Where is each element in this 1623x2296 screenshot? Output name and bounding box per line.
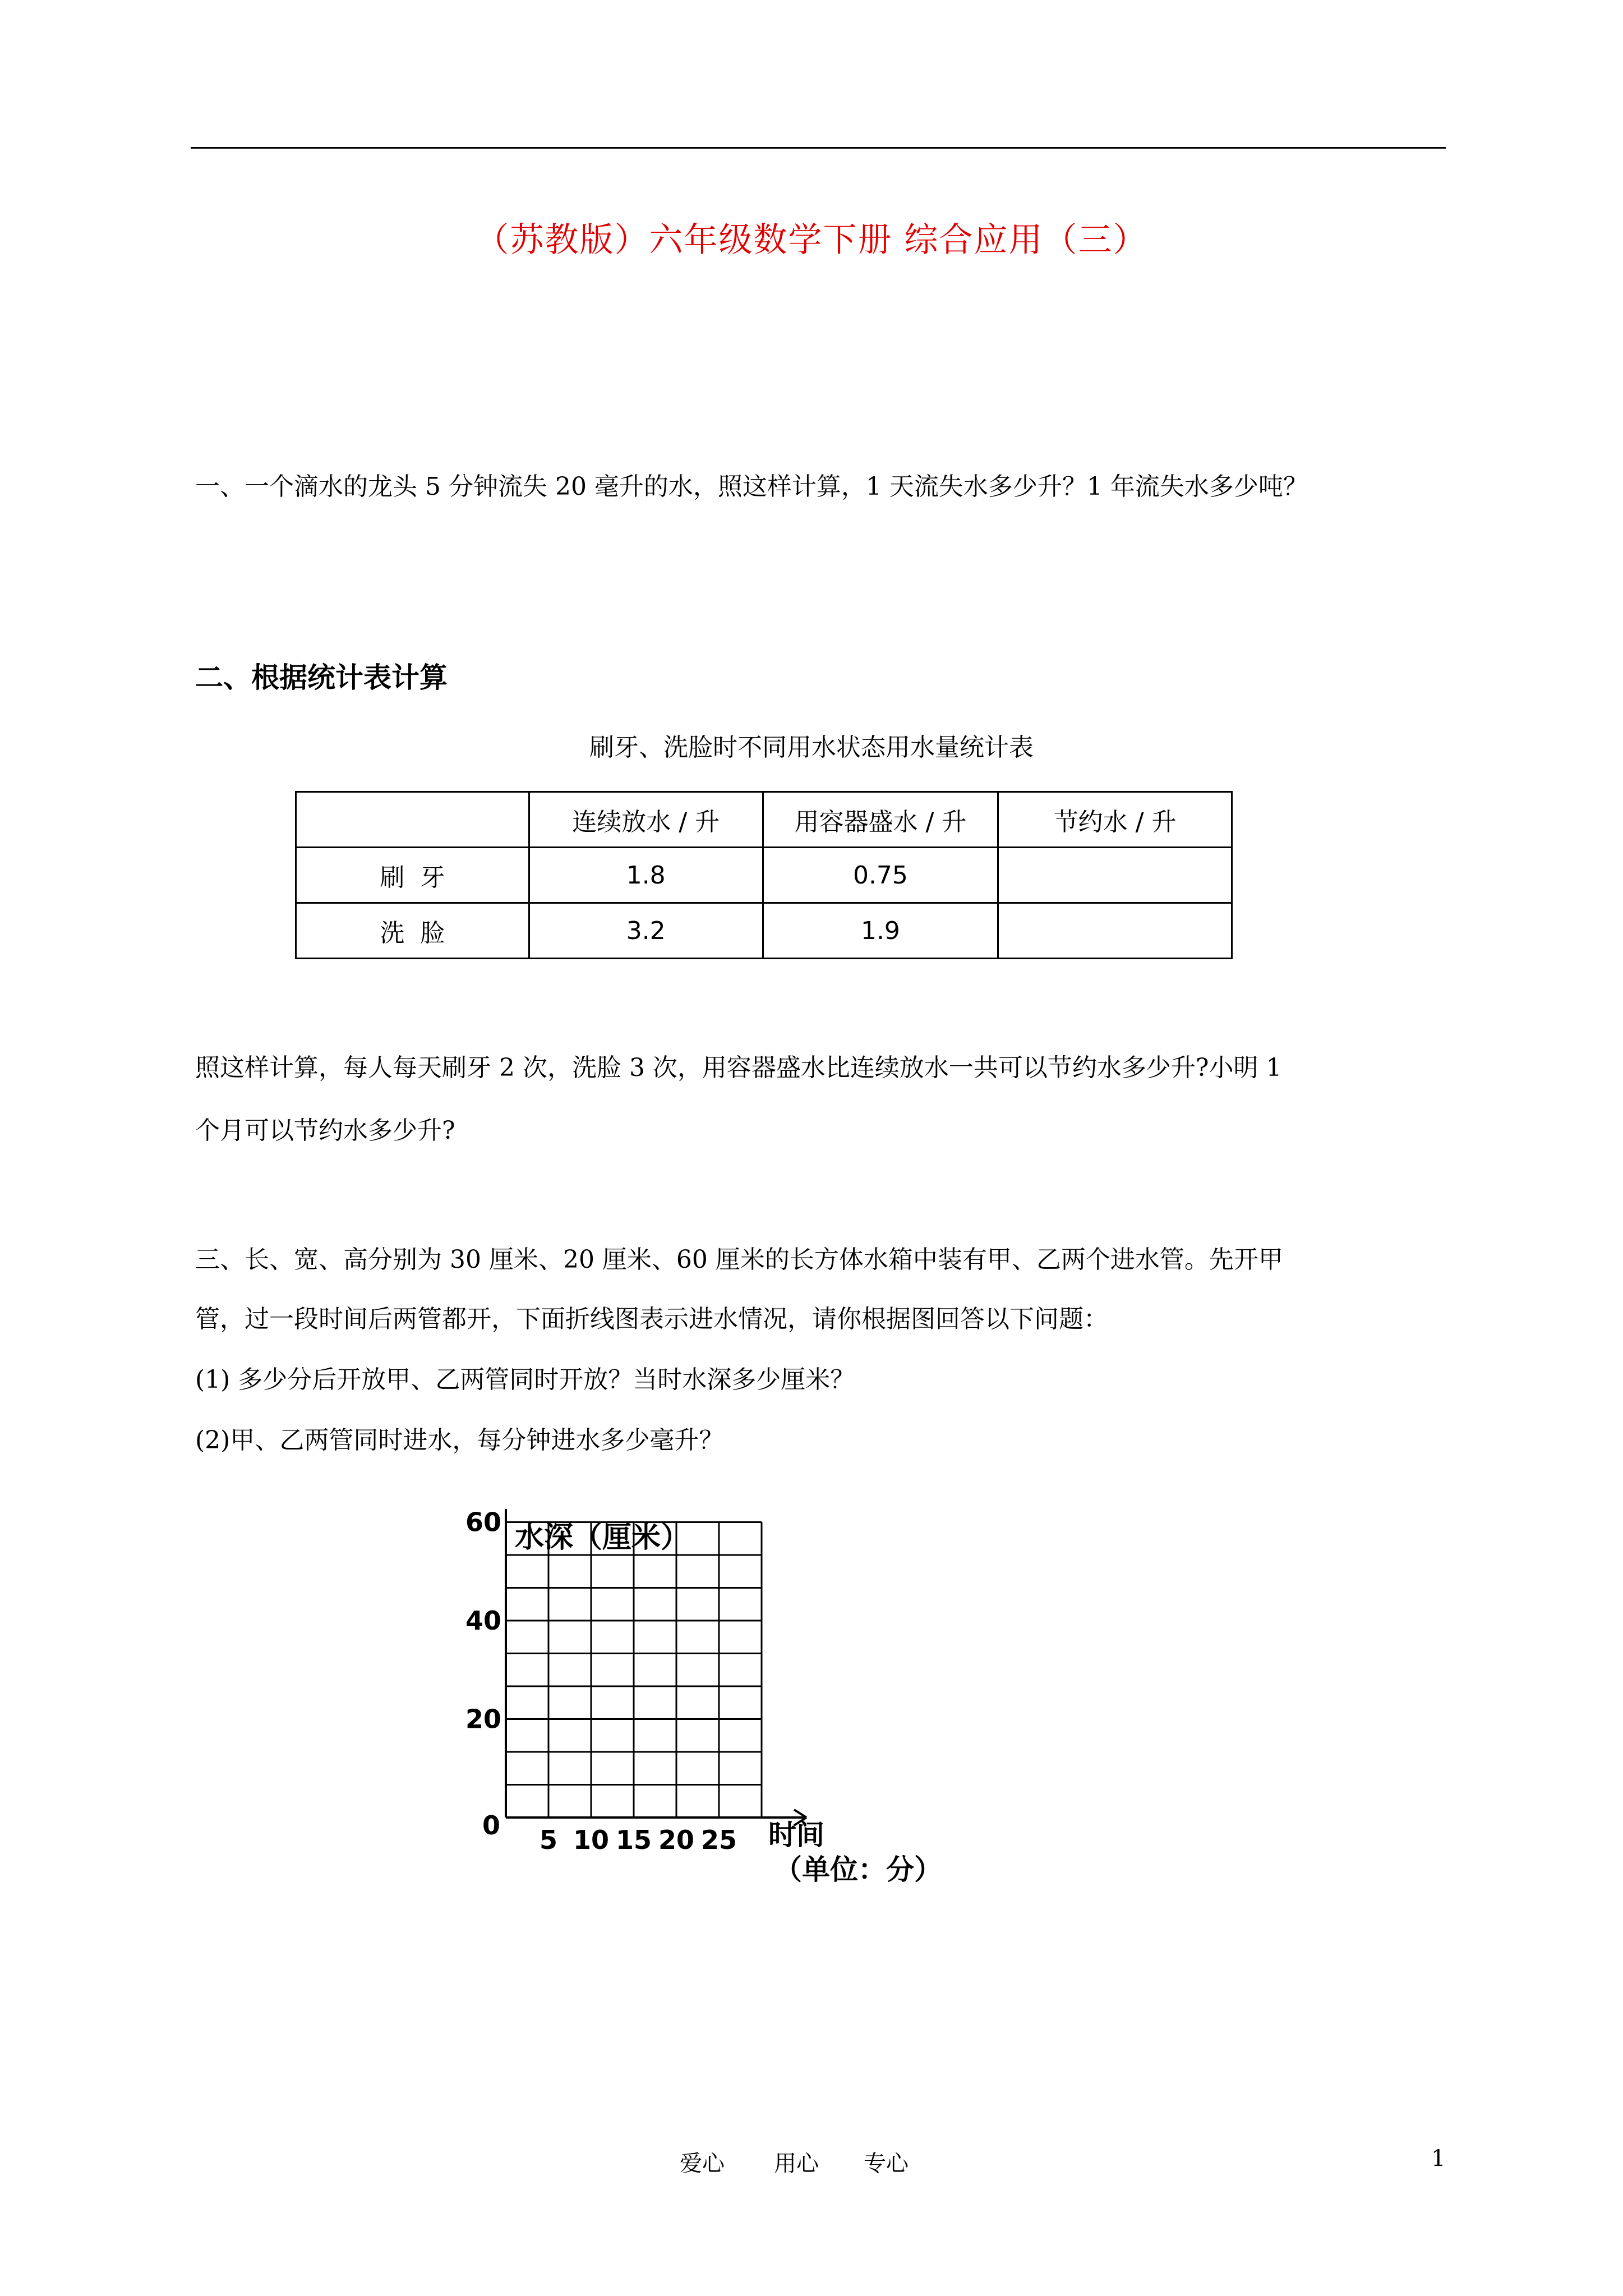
y-tick-label: 40 [465,1605,501,1636]
x-axis-unit: （单位：分） [774,1853,942,1886]
table-header-cell: 用容器盛水 / 升 [763,792,998,848]
table-header-cell: 节约水 / 升 [998,792,1232,848]
table-cell: 3.2 [529,903,763,959]
x-tick-label: 5 [539,1825,558,1855]
table-cell [998,848,1232,903]
table-cell: 1.9 [763,903,998,959]
table-cell: 0.75 [763,848,998,903]
question-3-sub1: (1) 多少分后开放甲、乙两管同时开放？当时水深多少厘米？ [195,1365,855,1394]
question-2-text-line1: 照这样计算，每人每天刷牙 2 次，洗脸 3 次，用容器盛水比连续放水一共可以节约水多少升?小明 1 [195,1053,1282,1082]
table-caption: 刷牙、洗脸时不同用水状态用水量统计表 [589,733,1034,762]
page-number: 1 [1431,2146,1446,2171]
footer-item: 用心 [774,2151,819,2177]
question-2-text-line2: 个月可以节约水多少升? [195,1116,455,1145]
footer-item: 专心 [864,2151,909,2177]
table-header-cell [296,792,529,848]
footer-item: 爱心 [680,2151,725,2177]
question-3-sub2: (2)甲、乙两管同时进水，每分钟进水多少毫升？ [195,1426,724,1455]
x-tick-label: 10 [573,1825,610,1855]
water-usage-table [295,791,1233,959]
table-cell [998,903,1232,959]
y-tick-label: 20 [465,1704,501,1734]
origin-label: 0 [482,1810,501,1841]
x-tick-label: 25 [700,1825,737,1855]
table-row-label: 洗 脸 [296,903,529,959]
y-axis-label: 水深（厘米） [515,1521,690,1554]
x-axis-arrow [794,1810,806,1818]
x-axis-label: 时间 [768,1819,824,1851]
page-title: （苏教版）六年级数学下册 综合应用（三） [475,220,1148,260]
question-1: 一、一个滴水的龙头 5 分钟流失 20 毫升的水，照这样计算，1 天流失水多少升？1 年流失水多少吨？ [195,472,1308,501]
x-tick-label: 15 [615,1825,652,1855]
header-rule [191,147,1446,149]
table-header-cell: 连续放水 / 升 [529,792,763,848]
question-3-line1: 三、长、宽、高分别为 30 厘米、20 厘米、60 厘米的长方体水箱中装有甲、乙两个进水管。先开甲 [195,1245,1283,1274]
chart-axes [498,1509,806,1825]
water-depth-chart [437,1509,998,1913]
table-row [296,848,1232,903]
chart-grid [506,1522,762,1818]
question-3-line2: 管，过一段时间后两管都开，下面折线图表示进水情况，请你根据图回答以下问题： [195,1305,1108,1333]
question-2-heading: 二、根据统计表计算 [195,661,448,694]
table-row-label: 刷 牙 [296,848,529,903]
table-header-row [296,792,1232,848]
table-cell: 1.8 [529,848,763,903]
x-tick-label: 20 [658,1825,695,1855]
table-row [296,903,1232,959]
y-tick-label: 60 [465,1509,501,1538]
